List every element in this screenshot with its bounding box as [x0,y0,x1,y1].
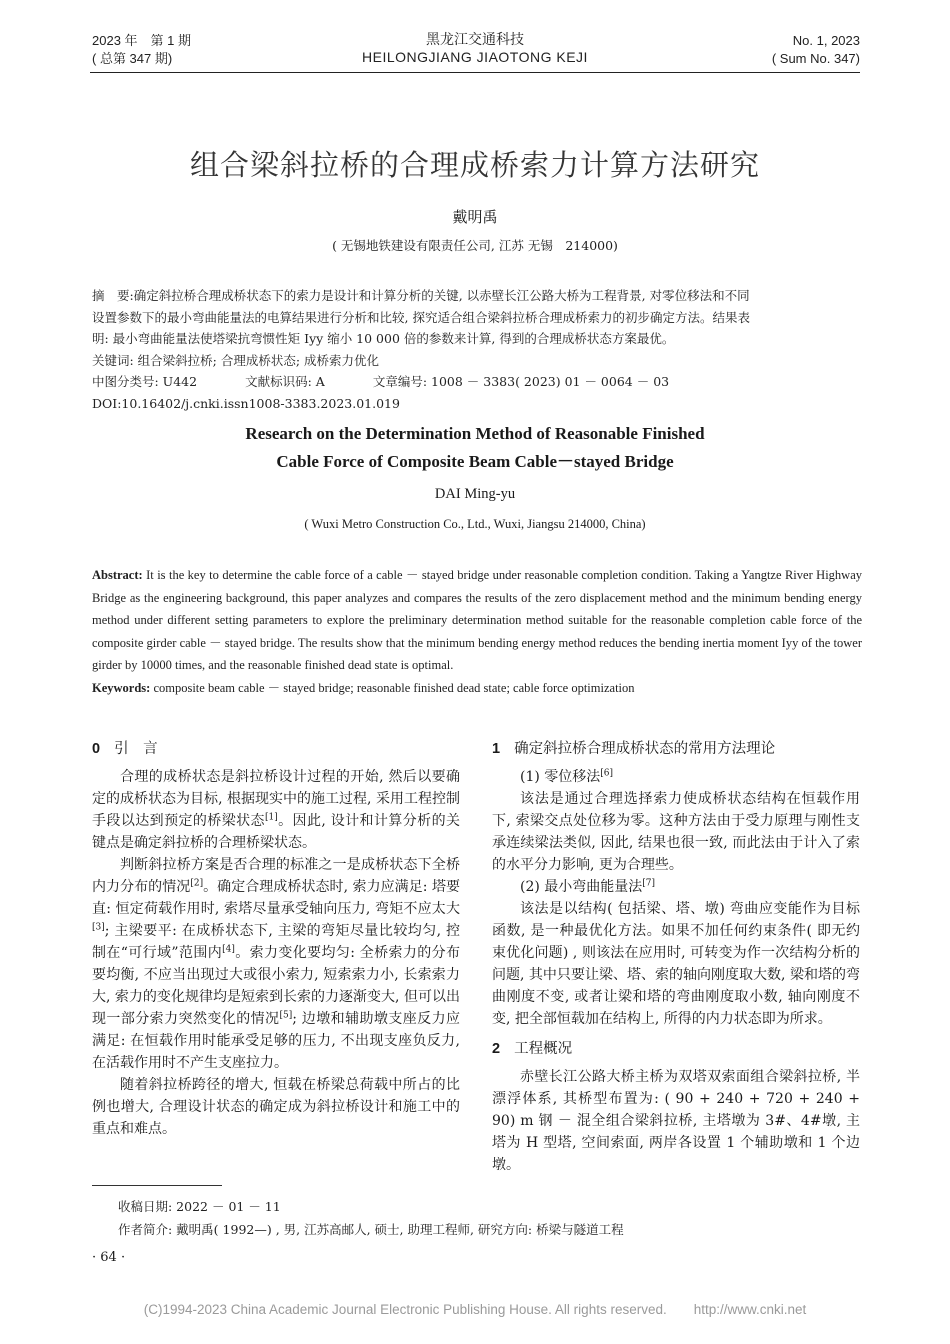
section-title: 确定斜拉桥合理成桥状态的常用方法理论 [514,741,776,757]
copyright-footer: (C)1994-2023 China Academic Journal Electronic Publishing House. All rights reserved. http://www.cnki.net [143,1302,807,1317]
citation: [2] [190,878,204,889]
en-author: DAI Ming-yu [434,486,516,502]
header-journal-en: HEILONGJIANG JIAOTONG KEJI [362,49,588,65]
right-column [492,738,860,1176]
doi: DOI:10.16402/j.cnki.issn1008-3383.2023.01.019 [92,395,400,411]
paragraph: 随着斜拉桥跨径的增大, 恒载在桥梁总荷载中所占的比例也增大, 合理设计状态的确定成为斜拉桥设计和施工中的重点和难点。 [92,1077,460,1137]
abstract-cn-label: 摘 要: [92,288,134,303]
section-number: 2 [492,1041,501,1057]
keywords-cn: 关键词: 组合梁斜拉桥; 合理成桥状态; 成桥索力优化 [92,352,380,368]
paragraph: 合理的成桥状态是斜拉桥设计过程的开始, 然后以要确定的成桥状态为目标, 根据现实中的施工过程, 采用工程控制手段以达到预定的桥梁状态[1]。因此, 设计和计算分析的关键点是确定斜拉桥的合理桥梁状态。 [92,769,460,851]
section-number: 0 [92,741,101,757]
author-affiliation: ( 无锡地铁建设有限责任公司, 江苏 无锡 214000) [332,238,618,253]
en-abstract [92,564,862,677]
classification-line [92,371,862,393]
header-issue-sum: ( Sum No. 347) [771,51,860,66]
citation: [6] [600,768,614,779]
paragraph: 判断斜拉桥方案是否合理的标准之一是成桥状态下全桥内力分布的情况[2]。确定合理成桥状态时, 索力应满足: 塔要直: 恒定荷载作用时, 索塔尽量承受轴向压力, 弯矩不应太大[3]; 主梁要平: 在成桥状态下, 主梁的弯矩尽量比较均匀, 控制在“可行域”范围内[4]。索力变化要均匀: 全桥索力的分布要均衡, 不应当出现过大或很小索力, 短索索力小, 长索索力大, 索力的变化规律均是短索到长索的力逐渐变大, 但可以出现一部分索力突然变化的情况[5]; 边墩和辅助墩支座反力应满足: 在恒载作用时能承受足够的压力, 不出现支座负反力, 在活载作用时不产生支座拉力。 [92,857,461,1071]
citation: [1] [264,812,278,823]
section-title: 引 言 [114,741,158,757]
section-number: 1 [492,741,501,757]
en-title-line2: Cable Force of Composite Beam Cable－stayed Bridge [276,452,674,471]
header-journal-cn: 黑龙江交通科技 [426,31,524,47]
abstract-cn [92,285,862,414]
paragraph: 该法是以结构( 包括梁、塔、墩) 弯曲应变能作为目标函数, 是一种最优化方法。如果不加任何约束条件( 即无约束优化问题) , 则该法在应用时, 可转变为作一次结构分析的问题, 其中只要让梁、塔、索的轴向刚度取大数, 梁和塔的弯曲刚度不变, 或者让梁和塔的弯曲刚度取小数, 轴向刚度不变, 把全部恒载加在结构上, 所得的内力状态即为所求。 [492,901,860,1027]
author-name: 戴明禹 [452,208,498,226]
header-issue-total: ( 总第 347 期) [92,51,173,66]
left-column [92,738,460,1140]
paragraph: 赤壁长江公路大桥主桥为双塔双索面组合梁斜拉桥, 半漂浮体系, 其桥型布置为: ( 90 + 240 + 720 + 240 + 90) m 钢 － 混全组合梁斜拉桥, 主塔墩为 3#、4#墩, 主塔为 H 型塔, 空间索面, 两岸各设置 1 个辅助墩和 1 个边墩。 [492,1069,860,1173]
footnote-rule [92,1185,222,1186]
header-issue-year: 2023 年 第 1 期 [92,33,191,48]
citation: [4] [222,944,235,955]
header-issue-no: No. 1, 2023 [792,33,860,48]
abstract-cn-line1: 确定斜拉桥合理成桥状态下的索力是设计和计算分析的关键, 以赤壁长江公路大桥为工程背景, 对零位移法和不同 [133,288,750,303]
header-issue-en [772,32,860,68]
section-title: 工程概况 [514,1041,573,1057]
abstract-cn-line3: 明: 最小弯曲能量法使塔梁抗弯惯性矩 Iyy 缩小 10 000 倍的参数来计算, 得到的合理成桥状态方案最优。 [92,331,675,346]
citation: [5] [279,1010,293,1021]
clc-number: 中图分类号: U442 [92,374,198,389]
en-title-line1: Research on the Determination Method of Reasonable Finished [245,424,705,443]
paragraph: 该法是通过合理选择索力使成桥状态结构在恒载作用下, 索梁交点处位移为零。这种方法由于受力原理与刚性支承连续梁法类似, 因此, 结果也很一致, 而此法由于计入了索的水平分力影响, 更为合理些。 [492,791,860,873]
en-keywords [92,677,862,700]
en-title [0,420,950,476]
article-number: 文章编号: 1008 － 3383( 2023) 01 － 0064 － 03 [372,374,670,389]
en-abstract-label: Abstract: [92,568,143,582]
en-affiliation: ( Wuxi Metro Construction Co., Ltd., Wuxi, Jiangsu 214000, China) [304,517,646,531]
en-keywords-label: Keywords: [92,681,151,695]
page-title: 组合梁斜拉桥的合理成桥索力计算方法研究 [189,148,760,182]
en-keywords-text: composite beam cable － stayed bridge; reasonable finished dead state; cable force optimization [150,681,635,695]
citation: [7] [642,878,656,889]
header-rule [90,72,860,73]
citation: [3] [92,922,105,933]
section-heading-0 [92,738,460,760]
method-heading: (2) 最小弯曲能量法[7] [520,878,656,895]
section-heading-2 [492,1038,860,1060]
page-number: · 64 · [92,1250,126,1265]
received-date: 收稿日期: 2022 － 01 － 11 [118,1199,281,1214]
method-heading: (1) 零位移法[6] [520,768,614,785]
section-heading-1 [492,738,860,760]
en-abstract-text: It is the key to determine the cable force of a cable － stayed bridge under reasonable completion condition. Taking a Yangtze River Highway Bridge as the engineering background, this paper analyzes and compares the results of the zero displacement method and the minimum bending energy method under different setting parameters to explore the preliminary determination method suitable for the reasonable completion cable force of the composite girder cable － stayed bridge. The results show that the minimum bending energy method reduces the bending inertia moment Iyy of the tower girder by 10000 times, and the reasonable finished dead state is optimal. [92,568,862,672]
abstract-cn-line2: 设置参数下的最小弯曲能量法的电算结果进行分析和比较, 探究适合组合梁斜拉桥合理成桥索力的初步确定方法。结果表 [92,309,750,325]
author-bio: 作者简介: 戴明禹( 1992—) , 男, 江苏高邮人, 硕士, 助理工程师, 研究方向: 桥梁与隧道工程 [118,1222,624,1237]
document-code: 文献标识码: A [245,374,325,389]
